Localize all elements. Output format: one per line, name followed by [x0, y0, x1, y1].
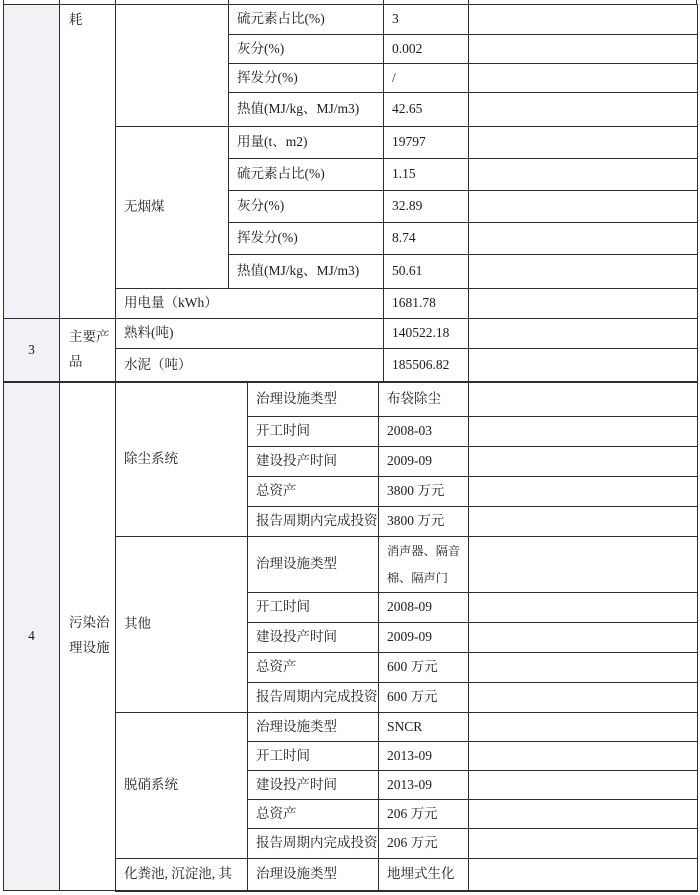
facility-group-name-cell: 化粪池, 沉淀池, 其 — [116, 859, 248, 891]
row-label-cell: 治理设施类型 — [248, 382, 379, 417]
row-value-cell: 消声器、隔音棉、隔声门 — [379, 537, 469, 593]
row-label-cell: 报告周期内完成投资 — [248, 683, 379, 713]
row-value-cell: 地埋式生化 — [379, 859, 469, 891]
section-category-cell: 污染治理设施 — [60, 382, 116, 891]
empty-cell — [469, 800, 698, 829]
empty-cell — [469, 447, 698, 477]
row-label-cell: 挥发分(%) — [229, 64, 384, 93]
row-value-cell: 1.15 — [384, 159, 469, 191]
row-label-cell: 总资产 — [248, 800, 379, 829]
empty-cell — [469, 255, 698, 289]
row-value-cell: 3 — [384, 5, 469, 35]
empty-cell — [469, 771, 698, 800]
row-label-cell: 用量(t、m2) — [229, 127, 384, 159]
row-value-cell: 206 万元 — [379, 829, 469, 859]
row-value-cell: 2013-09 — [379, 742, 469, 771]
row-label-cell: 硫元素占比(%) — [229, 159, 384, 191]
empty-cell — [469, 829, 698, 859]
empty-cell — [469, 477, 698, 507]
row-value-cell: 8.74 — [384, 223, 469, 255]
row-value-cell: SNCR — [379, 713, 469, 742]
row-label-cell: 用电量（kWh） — [116, 289, 384, 319]
row-value-cell: 2008-09 — [379, 593, 469, 623]
row-value-cell: 布袋除尘 — [379, 382, 469, 417]
section-category-cell: 耗 — [60, 5, 116, 319]
row-label-cell: 建设投产时间 — [248, 771, 379, 800]
section-category-cell: 主要产品 — [60, 319, 116, 382]
row-label-cell: 开工时间 — [248, 742, 379, 771]
row-value-cell: 1681.78 — [384, 289, 469, 319]
facility-group-name-cell: 脱硝系统 — [116, 713, 248, 859]
table-row — [4, 319, 698, 349]
row-value-cell: 32.89 — [384, 191, 469, 223]
empty-cell — [469, 319, 698, 349]
empty-cell — [469, 382, 698, 417]
empty-cell — [469, 742, 698, 771]
empty-cell — [469, 623, 698, 653]
empty-cell — [469, 35, 698, 64]
row-label-cell: 建设投产时间 — [248, 447, 379, 477]
fuel-group-name-cell — [116, 5, 229, 127]
empty-cell — [469, 859, 698, 891]
facility-group-name-cell: 其他 — [116, 537, 248, 713]
section-index-cell: 4 — [4, 382, 60, 891]
empty-cell — [469, 593, 698, 623]
row-label-cell: 治理设施类型 — [248, 713, 379, 742]
row-value-cell: 2009-09 — [379, 623, 469, 653]
row-label-cell: 热值(MJ/kg、MJ/m3) — [229, 93, 384, 127]
empty-cell — [469, 537, 698, 593]
row-label-cell: 治理设施类型 — [248, 537, 379, 593]
row-value-cell: 50.61 — [384, 255, 469, 289]
empty-cell — [469, 64, 698, 93]
row-label-cell: 开工时间 — [248, 417, 379, 447]
row-label-cell: 熟料(吨) — [116, 319, 384, 349]
section-index-cell — [4, 5, 60, 319]
row-value-cell: 2009-09 — [379, 447, 469, 477]
empty-cell — [469, 127, 698, 159]
empty-cell — [469, 683, 698, 713]
row-value-cell: 185506.82 — [384, 349, 469, 382]
empty-cell — [469, 289, 698, 319]
row-label-cell: 治理设施类型 — [248, 859, 379, 891]
row-value-cell: 600 万元 — [379, 653, 469, 683]
row-value-cell: 2008-03 — [379, 417, 469, 447]
row-label-cell: 开工时间 — [248, 593, 379, 623]
row-label-cell: 总资产 — [248, 653, 379, 683]
row-value-cell: 600 万元 — [379, 683, 469, 713]
fuel-group-name-cell: 无烟煤 — [116, 127, 229, 289]
empty-cell — [469, 93, 698, 127]
row-value-cell: 0.002 — [384, 35, 469, 64]
row-value-cell: 2013-09 — [379, 771, 469, 800]
empty-cell — [469, 223, 698, 255]
row-value-cell: 19797 — [384, 127, 469, 159]
facility-group-name-cell: 除尘系统 — [116, 382, 248, 537]
row-value-cell: 140522.18 — [384, 319, 469, 349]
table-row — [4, 382, 698, 417]
row-label-cell: 灰分(%) — [229, 191, 384, 223]
empty-cell — [469, 713, 698, 742]
empty-cell — [469, 191, 698, 223]
row-value-cell: 3800 万元 — [379, 507, 469, 537]
row-label-cell: 热值(MJ/kg、MJ/m3) — [229, 255, 384, 289]
empty-cell — [469, 653, 698, 683]
row-label-cell: 硫元素占比(%) — [229, 5, 384, 35]
row-label-cell: 挥发分(%) — [229, 223, 384, 255]
row-label-cell: 灰分(%) — [229, 35, 384, 64]
row-value-cell: 42.65 — [384, 93, 469, 127]
row-label-cell: 水泥（吨） — [116, 349, 384, 382]
empty-cell — [469, 507, 698, 537]
row-label-cell: 总资产 — [248, 477, 379, 507]
empty-cell — [469, 5, 698, 35]
empty-cell — [469, 349, 698, 382]
row-label-cell: 报告周期内完成投资 — [248, 829, 379, 859]
empty-cell — [469, 159, 698, 191]
row-value-cell: 206 万元 — [379, 800, 469, 829]
row-label-cell: 建设投产时间 — [248, 623, 379, 653]
table-row — [4, 5, 698, 35]
section-index-cell: 3 — [4, 319, 60, 382]
empty-cell — [469, 417, 698, 447]
environment-report-table — [3, 4, 698, 892]
row-label-cell: 报告周期内完成投资 — [248, 507, 379, 537]
row-value-cell: / — [384, 64, 469, 93]
row-value-cell: 3800 万元 — [379, 477, 469, 507]
